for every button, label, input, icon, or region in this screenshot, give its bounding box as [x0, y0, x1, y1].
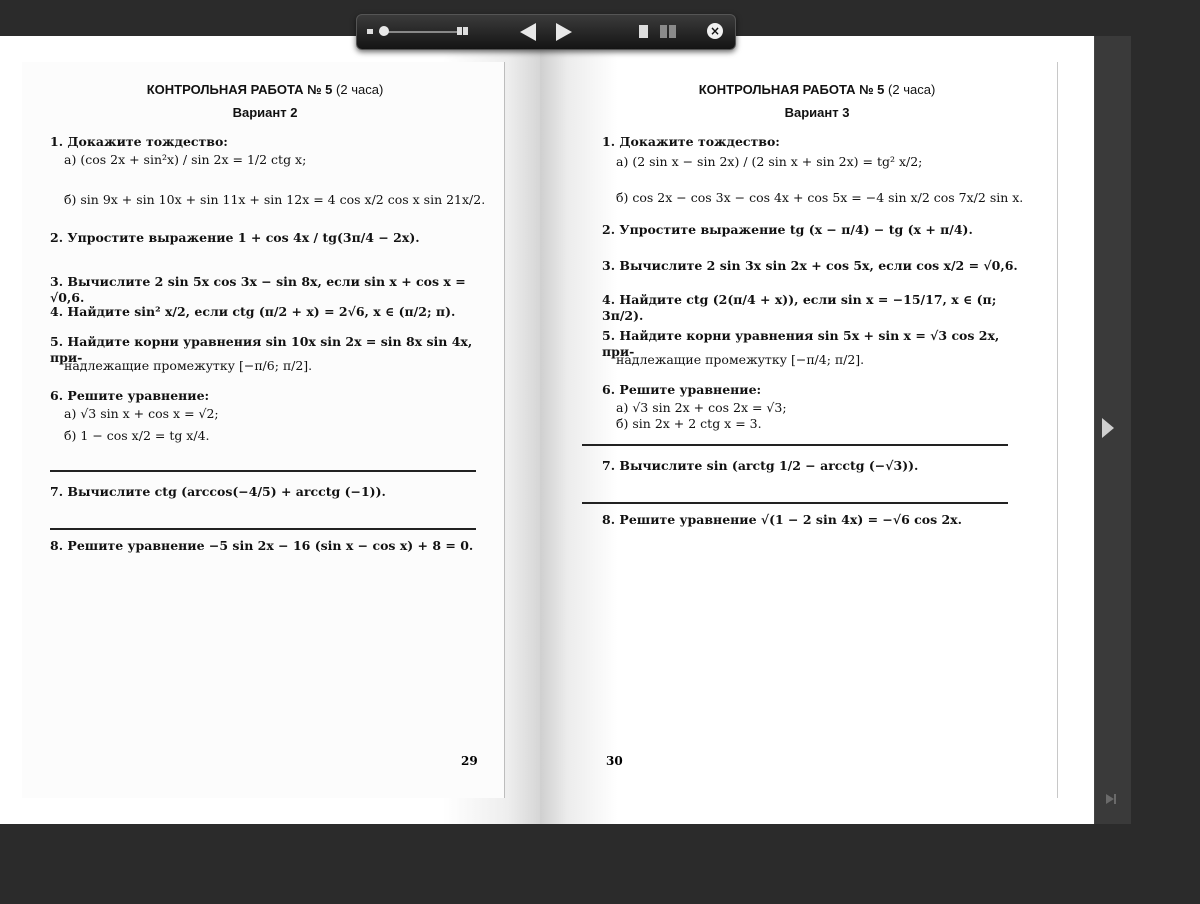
previous-page-button[interactable]	[520, 23, 536, 41]
title-hours: (2 часа)	[336, 82, 384, 97]
problem-5: 5. Найдите корни уравнения sin 5x + sin x = √3 cos 2x, при-	[602, 328, 1000, 359]
page-title	[50, 82, 480, 97]
problem-5: 5. Найдите корни уравнения sin 10x sin 2x = sin 8x sin 4x, при-	[50, 334, 473, 365]
problem-8: 8. Решите уравнение −5 sin 2x − 16 (sin x − cos x) + 8 = 0.	[50, 538, 474, 553]
problem-6b: б) 1 − cos x/2 = tg x/4.	[64, 428, 210, 443]
last-page-icon[interactable]	[1104, 792, 1118, 806]
problem-1a: а) (cos 2x + sin²x) / sin 2x = 1/2 ctg x;	[64, 152, 307, 167]
problem-1: 1. Докажите тождество:	[50, 134, 228, 149]
page-title	[602, 82, 1032, 97]
title-text: КОНТРОЛЬНАЯ РАБОТА № 5	[698, 82, 885, 97]
problem-5-cont: надлежащие промежутку [−π/6; π/2].	[64, 358, 313, 373]
problem-1b: б) cos 2x − cos 3x − cos 4x + cos 5x = −4 sin x/2 cos 7x/2 sin x.	[616, 190, 1024, 205]
problem-2: 2. Упростите выражение tg (x − π/4) − tg (x + π/4).	[602, 222, 973, 237]
zoom-slider-track[interactable]	[379, 31, 459, 33]
close-button[interactable]: ×	[707, 23, 723, 39]
title-text: КОНТРОЛЬНАЯ РАБОТА № 5	[146, 82, 333, 97]
problem-6a: а) √3 sin 2x + cos 2x = √3;	[616, 400, 787, 415]
single-page-view-icon[interactable]	[639, 25, 648, 38]
problem-3: 3. Вычислите 2 sin 5x cos 3x − sin 8x, если sin x + cos x = √0,6.	[50, 274, 466, 305]
problem-6: 6. Решите уравнение:	[50, 388, 210, 403]
right-page	[540, 36, 1094, 824]
problem-6: 6. Решите уравнение:	[602, 382, 762, 397]
problem-8: 8. Решите уравнение √(1 − 2 sin 4x) = −√6 cos 2x.	[602, 512, 962, 527]
problem-4: 4. Найдите sin² x/2, если ctg (π/2 + x) = 2√6, x ∈ (π/2; π).	[50, 304, 456, 319]
double-page-view-icon[interactable]	[660, 25, 676, 38]
left-page	[0, 36, 540, 824]
next-page-button[interactable]	[556, 23, 572, 41]
title-hours: (2 часа)	[888, 82, 936, 97]
problem-1b: б) sin 9x + sin 10x + sin 11x + sin 12x = 4 cos x/2 cos x sin 21x/2.	[64, 192, 486, 207]
section-divider	[50, 528, 476, 530]
section-divider	[582, 502, 1008, 504]
problem-7: 7. Вычислите ctg (arccos(−4/5) + arcctg (−1)).	[50, 484, 386, 499]
problem-7: 7. Вычислите sin (arctg 1/2 − arcctg (−√3)).	[602, 458, 919, 473]
zoom-slider-knob[interactable]	[379, 26, 389, 36]
problem-4: 4. Найдите ctg (2(π/4 + x)), если sin x = −15/17, x ∈ (π; 3π/2).	[602, 292, 997, 323]
viewer-toolbar	[356, 14, 736, 50]
problem-3: 3. Вычислите 2 sin 3x sin 2x + cos 5x, если cos x/2 = √0,6.	[602, 258, 1018, 273]
problem-2: 2. Упростите выражение 1 + cos 4x / tg(3π/4 − 2x).	[50, 230, 420, 245]
problem-1a: а) (2 sin x − sin 2x) / (2 sin x + sin 2x) = tg² x/2;	[616, 154, 923, 169]
section-divider	[582, 444, 1008, 446]
next-page-arrow-icon[interactable]	[1102, 418, 1114, 438]
problem-1: 1. Докажите тождество:	[602, 134, 780, 149]
section-divider	[50, 470, 476, 472]
right-page-content	[602, 82, 1032, 527]
problem-6a: а) √3 sin x + cos x = √2;	[64, 406, 219, 421]
problem-5-cont: надлежащие промежутку [−π/4; π/2].	[616, 352, 865, 367]
variant-heading: Вариант 3	[784, 105, 850, 120]
page-number: 29	[461, 754, 478, 768]
zoom-out-icon[interactable]	[367, 29, 373, 34]
left-page-content	[50, 82, 486, 553]
variant-heading: Вариант 2	[232, 105, 298, 120]
page-number: 30	[606, 754, 623, 768]
problem-6b: б) sin 2x + 2 ctg x = 3.	[616, 416, 762, 431]
zoom-in-icon[interactable]	[457, 27, 469, 35]
